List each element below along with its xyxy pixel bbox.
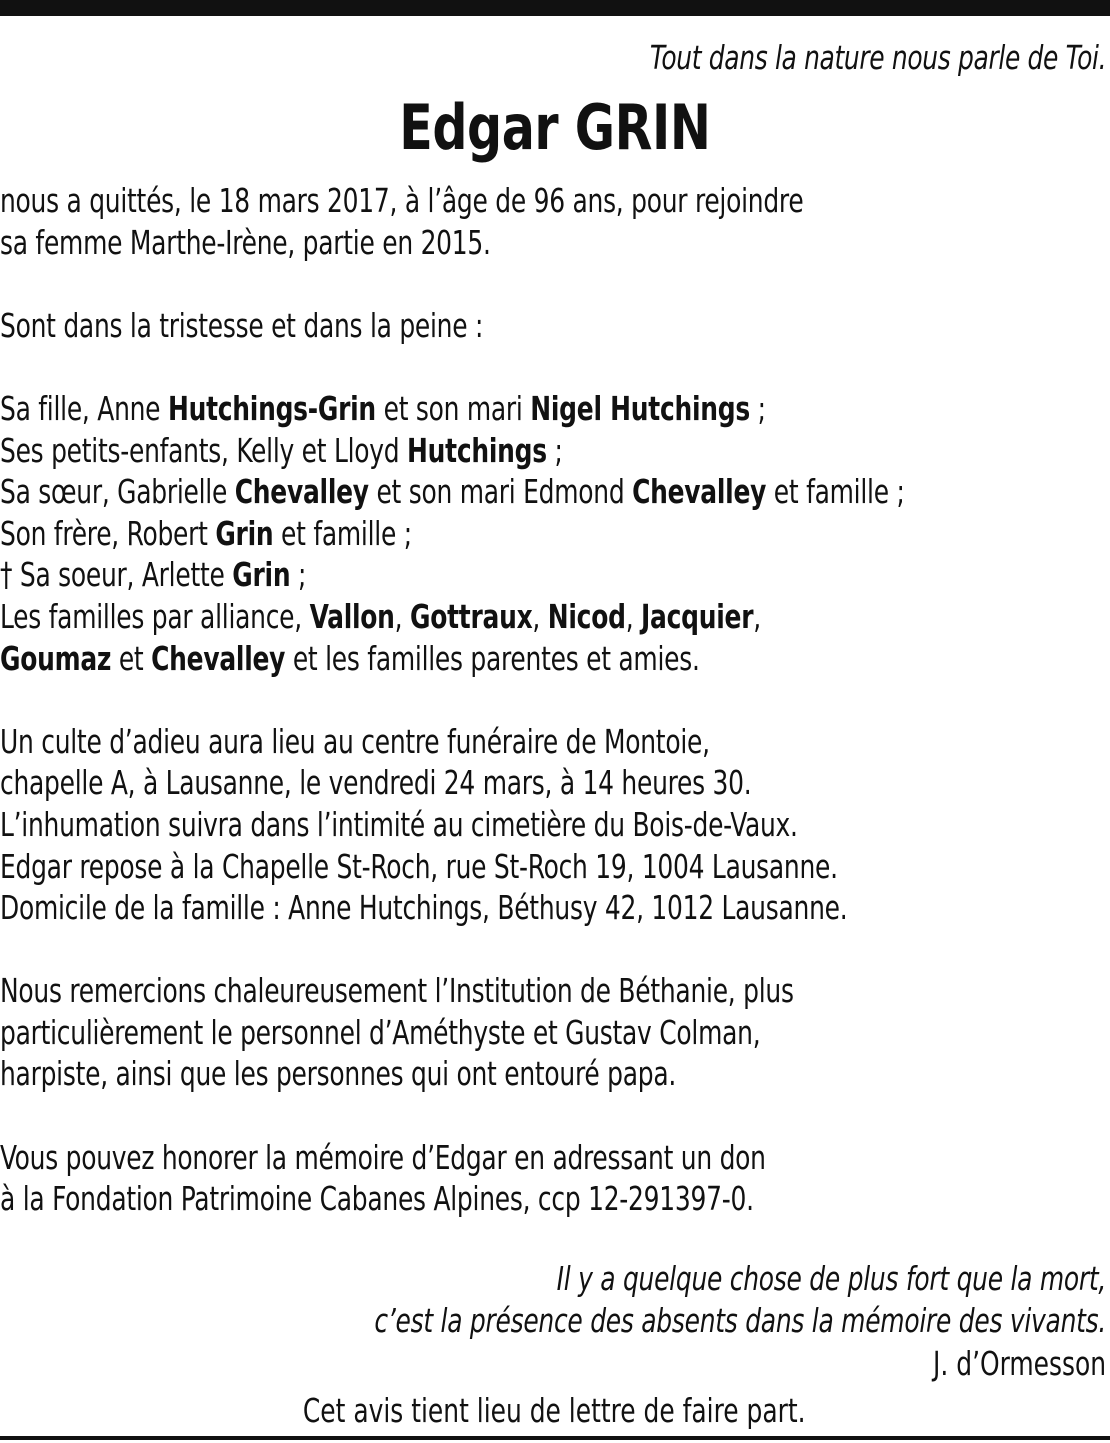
donation-line: Vous pouvez honorer la mémoire d’Edgar en adressant un don [0,1137,766,1177]
surname: Chevalley [632,472,767,512]
family-line-in-laws: Les familles par alliance, Vallon, Gottraux, Nicod, Jacquier, [0,596,761,636]
surname: Gottraux [410,596,533,636]
notice-body [0,180,1110,1220]
quote-author: J. d’Ormesson [932,1344,1106,1383]
surname: Chevalley [234,472,369,512]
mourners-heading: Sont dans la tristesse et dans la peine : [0,305,484,345]
bottom-border-rule [0,1436,1110,1440]
epigraph: Tout dans la nature nous parle de Toi. [649,38,1106,77]
ceremony-line: Domicile de la famille : Anne Hutchings, Béthusy 42, 1012 Lausanne. [0,888,848,928]
intro-line: nous a quittés, le 18 mars 2017, à l’âge de 96 ans, pour rejoindre [0,181,804,220]
surname: Hutchings [407,430,547,470]
family-line-daughter: Sa fille, Anne Hutchings-Grin et son mari Nigel Hutchings ; [0,388,766,428]
closing-quote [235,1258,1106,1386]
spacer [0,929,932,971]
deceased-name-text: Edgar GRIN [399,91,711,164]
surname: Vallon [309,596,395,636]
surname: Hutchings-Grin [167,388,376,428]
intro-line: sa femme Marthe-Irène, partie en 2015. [0,222,491,262]
spacer [0,1095,932,1137]
spacer [0,679,932,721]
ceremony-line: L’inhumation suivra dans l’intimité au cimetière du Bois-de-Vaux. [0,804,798,844]
quote-line: Il y a quelque chose de plus fort que la mort, [556,1259,1106,1298]
thanks-line: Nous remercions chaleureusement l’Institution de Béthanie, plus [0,971,794,1011]
surname: Chevalley [151,638,286,678]
top-border-rule [0,0,1110,16]
surname: Nigel Hutchings [530,388,751,428]
quote-line: c’est la présence des absents dans la mémoire des vivants. [374,1301,1106,1340]
surname: Nicod [547,596,626,636]
family-line-in-laws-cont: Goumaz et Chevalley et les familles parentes et amies. [0,638,700,678]
family-line-late-sister: † Sa soeur, Arlette Grin ; [0,555,307,595]
surname: Grin [215,513,274,553]
surname: Jacquier [641,596,754,636]
thanks-line: harpiste, ainsi que les personnes qui ont entouré papa. [0,1054,677,1094]
surname: Goumaz [0,638,112,678]
donation-line: à la Fondation Patrimoine Cabanes Alpines, ccp 12-291397-0. [0,1179,754,1219]
ceremony-line: chapelle A, à Lausanne, le vendredi 24 mars, à 14 heures 30. [0,763,752,803]
closing-note-text: Cet avis tient lieu de lettre de faire part. [302,1391,806,1430]
deceased-name [0,90,1110,166]
family-line-sister: Sa sœur, Gabrielle Chevalley et son mari Edmond Chevalley et famille ; [0,472,905,512]
family-line-brother: Son frère, Robert Grin et famille ; [0,513,412,553]
family-line-grandchildren: Ses petits-enfants, Kelly et Lloyd Hutchings ; [0,430,563,470]
ceremony-line: Edgar repose à la Chapelle St-Roch, rue St-Roch 19, 1004 Lausanne. [0,846,838,886]
surname: Grin [232,555,291,595]
ceremony-line: Un culte d’adieu aura lieu au centre funéraire de Montoie, [0,721,710,761]
spacer [0,346,932,388]
spacer [0,263,932,305]
thanks-line: particulièrement le personnel d’Améthyste et Gustav Colman, [0,1012,761,1052]
closing-note [0,1390,1110,1432]
